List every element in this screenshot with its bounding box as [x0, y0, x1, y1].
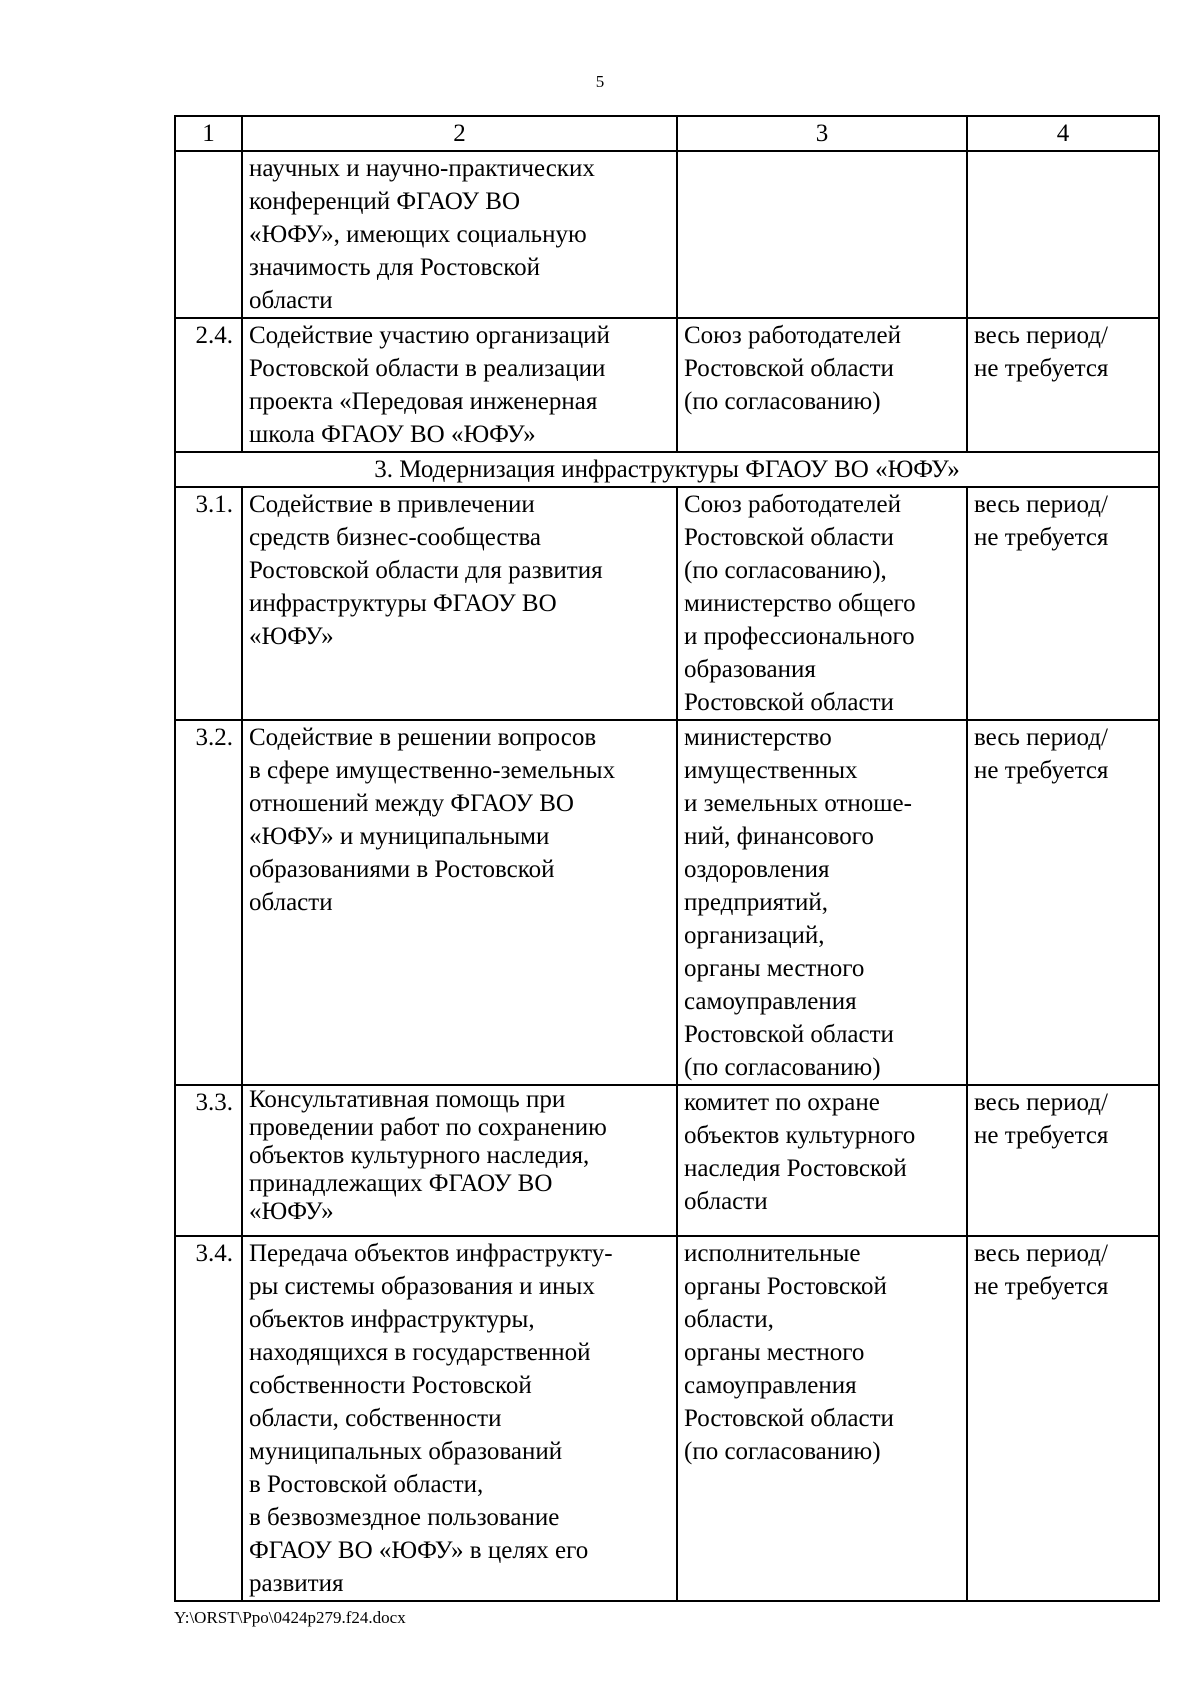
row-number: 3.2.: [175, 720, 242, 1085]
section-heading-row: [175, 452, 1159, 487]
period-text: весь период/ не требуется: [967, 1085, 1159, 1236]
period-text: весь период/ не требуется: [967, 1236, 1159, 1601]
file-path-footer: Y:\ORST\Ppo\0424p279.f24.docx: [174, 1608, 406, 1627]
measure-text: Передача объектов инфраструкту- ры системы образования и иных объектов инфраструктуры, находящихся в государственной собственности Ростовской области, собственности муниципальных образований в Ростовской области, в безвозмездное пользование ФГАОУ ВО «ЮФУ» в целях его развития: [242, 1236, 677, 1601]
section-3-title: 3. Модернизация инфраструктуры ФГАОУ ВО «ЮФУ»: [175, 452, 1159, 487]
table-row: [175, 720, 1159, 1085]
page-number: 5: [595, 72, 605, 91]
period-text: [967, 151, 1159, 318]
measure-text: Консультативная помощь при проведении работ по сохранению объектов культурного наследия, принадлежащих ФГАОУ ВО «ЮФУ»: [242, 1085, 677, 1236]
measures-table: [174, 115, 1160, 1602]
executor-text: Союз работодателей Ростовской области (по согласованию), министерство общего и профессионального образования Ростовской области: [677, 487, 967, 720]
table-row: [175, 487, 1159, 720]
executor-text: исполнительные органы Ростовской области, органы местного самоуправления Ростовской области (по согласованию): [677, 1236, 967, 1601]
table-row: [175, 151, 1159, 318]
row-number: 3.3.: [175, 1085, 242, 1236]
table-row: [175, 1236, 1159, 1601]
header-col-3: 3: [677, 116, 967, 151]
table-row: [175, 318, 1159, 452]
period-text: весь период/ не требуется: [967, 487, 1159, 720]
header-col-4: 4: [967, 116, 1159, 151]
table-row: [175, 1085, 1159, 1236]
header-col-2: 2: [242, 116, 677, 151]
row-number: 3.4.: [175, 1236, 242, 1601]
header-col-1: 1: [175, 116, 242, 151]
row-number: 3.1.: [175, 487, 242, 720]
measure-text: Содействие участию организаций Ростовской области в реализации проекта «Передовая инженерная школа ФГАОУ ВО «ЮФУ»: [242, 318, 677, 452]
period-text: весь период/ не требуется: [967, 318, 1159, 452]
measure-text: Содействие в привлечении средств бизнес-сообщества Ростовской области для развития инфраструктуры ФГАОУ ВО «ЮФУ»: [242, 487, 677, 720]
row-number: [175, 151, 242, 318]
executor-text: Союз работодателей Ростовской области (по согласованию): [677, 318, 967, 452]
executor-text: комитет по охране объектов культурного наследия Ростовской области: [677, 1085, 967, 1236]
period-text: весь период/ не требуется: [967, 720, 1159, 1085]
row-number: 2.4.: [175, 318, 242, 452]
measure-text: Содействие в решении вопросов в сфере имущественно-земельных отношений между ФГАОУ ВО «ЮФУ» и муниципальными образованиями в Ростовской области: [242, 720, 677, 1085]
table-header-row: [175, 116, 1159, 151]
executor-text: министерство имущественных и земельных отноше- ний, финансового оздоровления предприятий, организаций, органы местного самоуправления Ростовской области (по согласованию): [677, 720, 967, 1085]
executor-text: [677, 151, 967, 318]
measure-text: научных и научно-практических конференций ФГАОУ ВО «ЮФУ», имеющих социальную значимость для Ростовской области: [242, 151, 677, 318]
